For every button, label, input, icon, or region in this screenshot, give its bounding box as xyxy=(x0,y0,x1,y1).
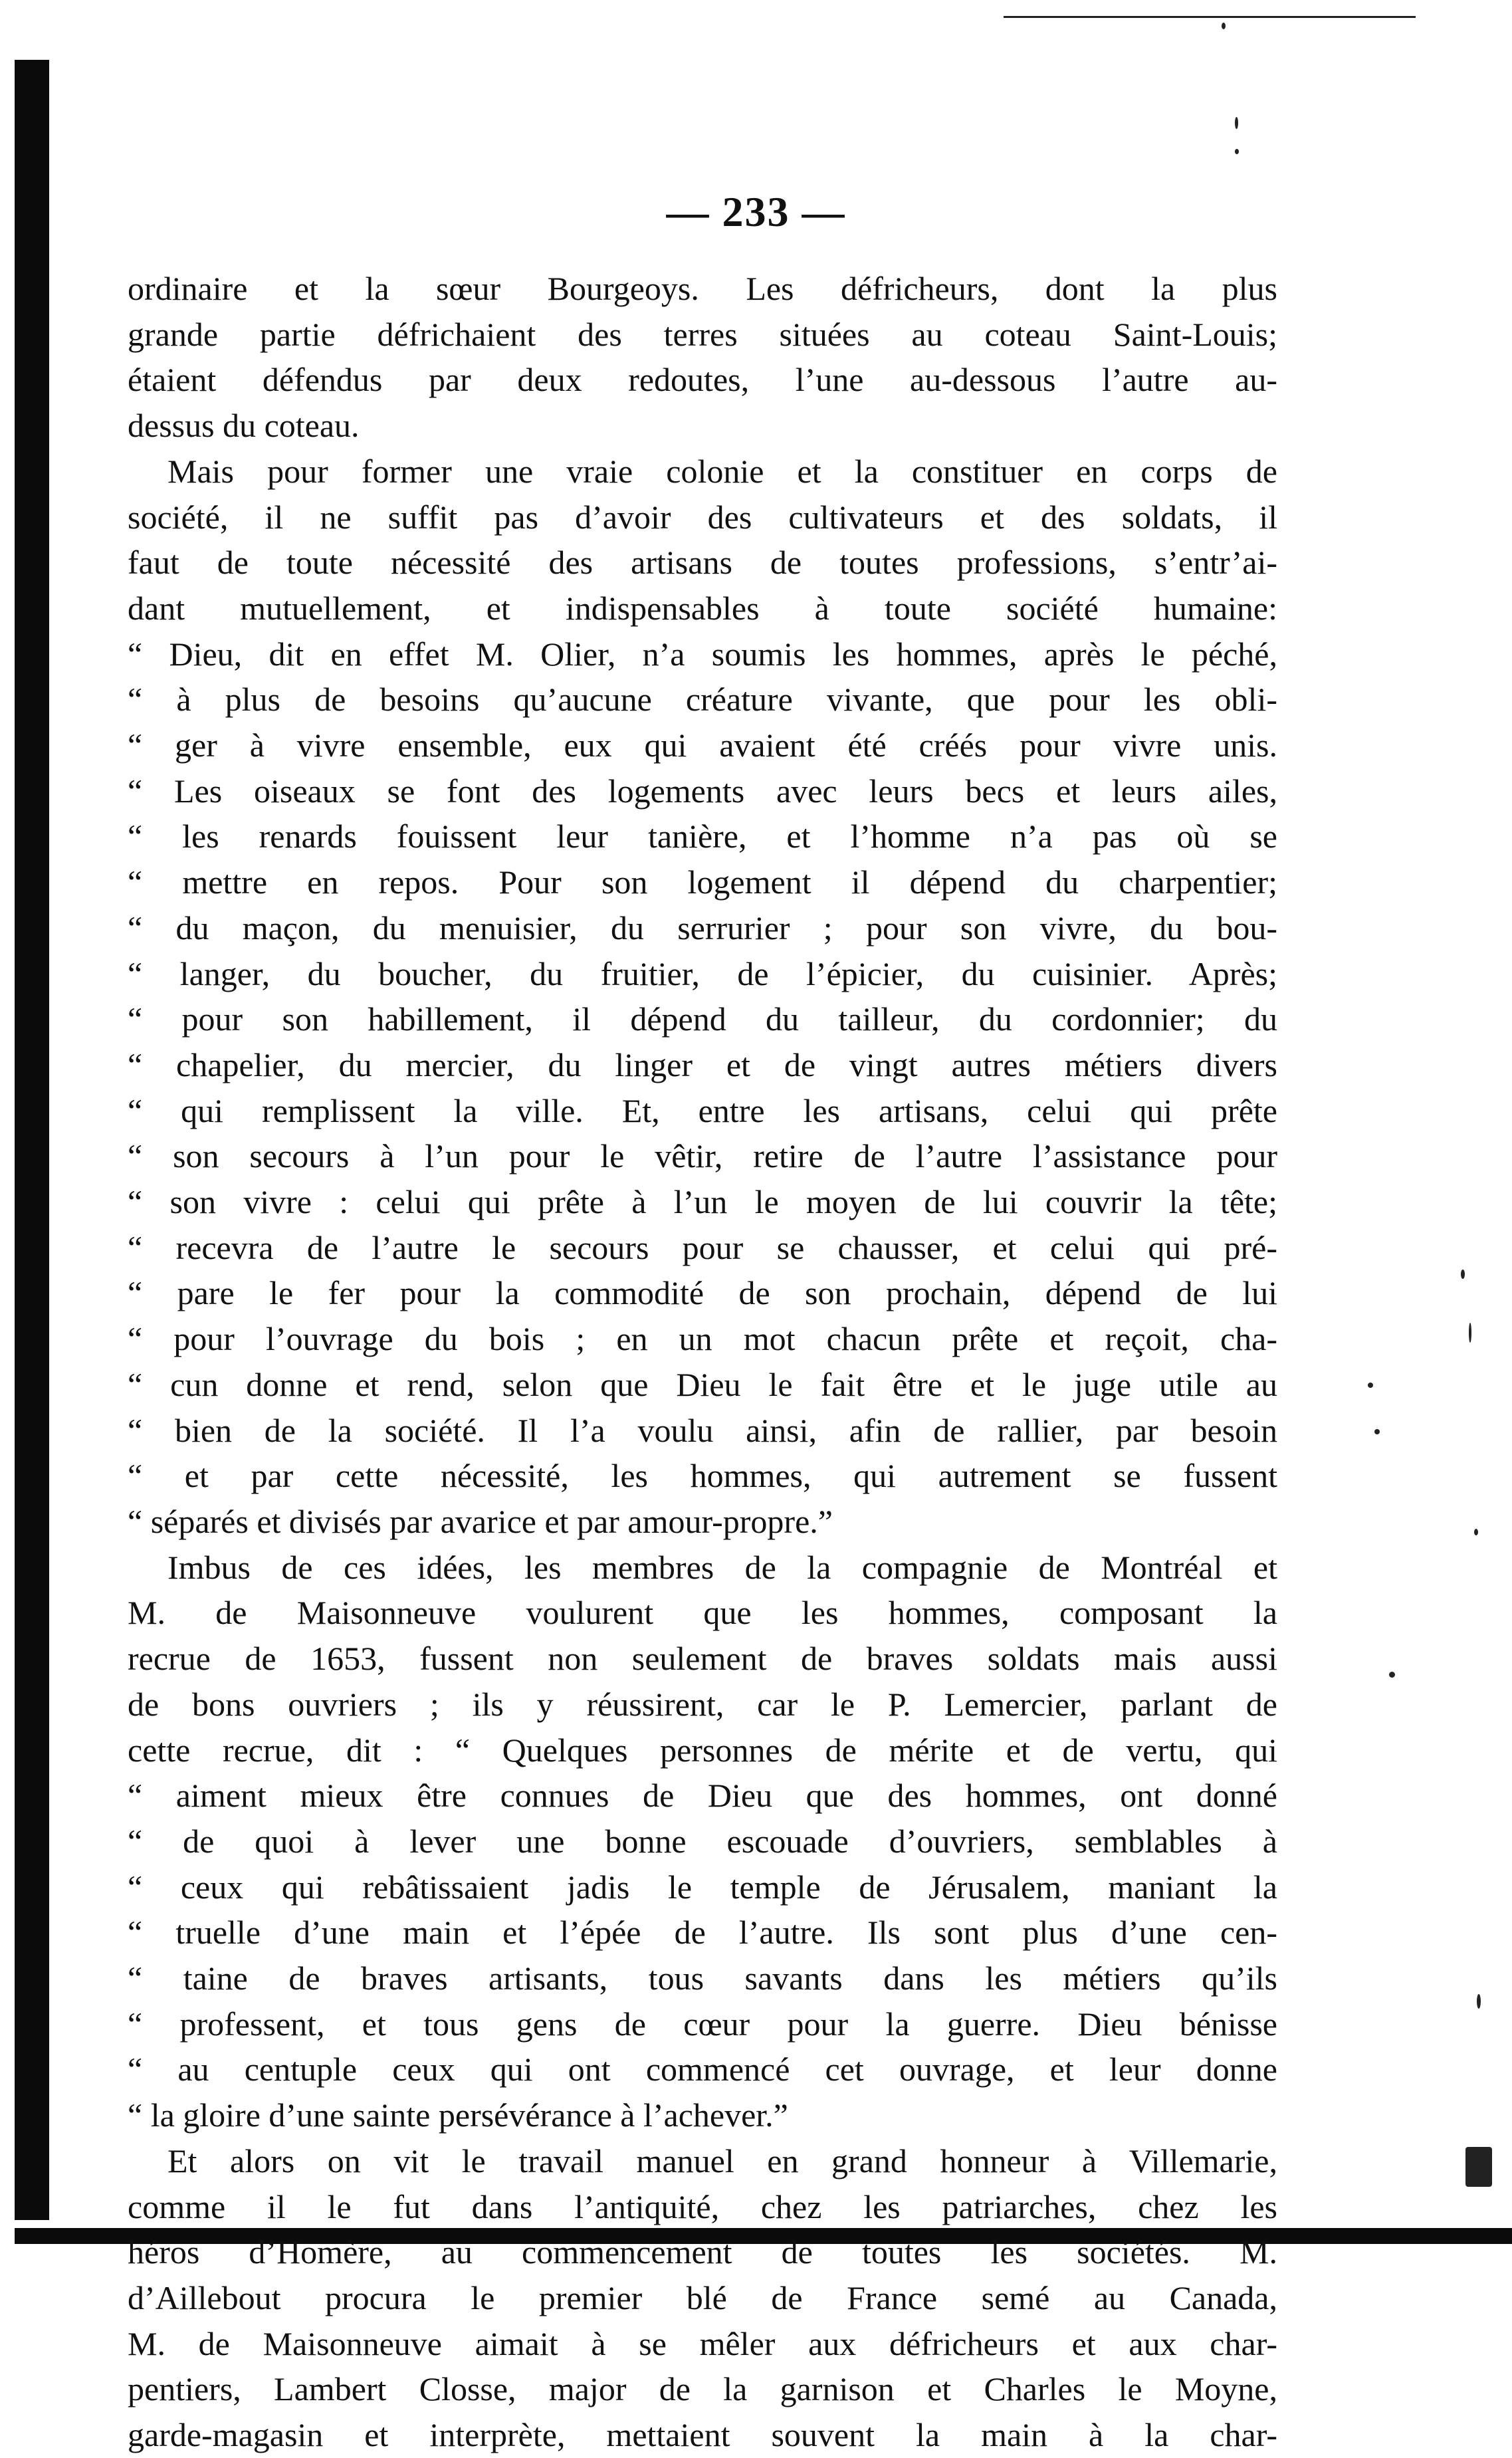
text-line: dant mutuellement, et indispensables à toute société humaine: xyxy=(128,589,1277,627)
text-line: “ pour son habillement, il dépend du tailleur, du cordonnier; du xyxy=(128,1000,1277,1038)
text-line: “ langer, du boucher, du fruitier, de l’épicier, du cuisinier. Après; xyxy=(128,954,1277,992)
text-line: garde-magasin et interprète, mettaient souvent la main à la char- xyxy=(128,2416,1277,2454)
text-line: “ ger à vivre ensemble, eux qui avaient été créés pour vivre unis. xyxy=(128,726,1277,764)
text-line: “ bien de la société. Il l’a voulu ainsi, afin de rallier, par besoin xyxy=(128,1411,1277,1449)
text-line: Mais pour former une vraie colonie et la constituer en corps de xyxy=(167,452,1277,490)
text-line: “ la gloire d’une sainte persévérance à l’achever.” xyxy=(128,2096,788,2134)
scan-speck xyxy=(1368,1383,1373,1388)
scan-smudge xyxy=(1465,2147,1492,2187)
text-line: “ taine de braves artisants, tous savants dans les métiers qu’ils xyxy=(128,1959,1277,1997)
scan-speck xyxy=(1389,1672,1395,1678)
text-line: “ mettre en repos. Pour son logement il dépend du charpentier; xyxy=(128,863,1277,901)
text-line: cette recrue, dit : “ Quelques personnes de mérite et de vertu, qui xyxy=(128,1731,1277,1769)
text-line: héros d’Homère, au commencement de toutes les sociétés. M. xyxy=(128,2233,1277,2271)
text-line: “ pare le fer pour la commodité de son prochain, dépend de lui xyxy=(128,1274,1277,1312)
text-line: “ pour l’ouvrage du bois ; en un mot chacun prête et reçoit, cha- xyxy=(128,1320,1277,1358)
text-line: “ au centuple ceux qui ont commencé cet ouvrage, et leur donne xyxy=(128,2051,1277,2088)
text-line: “ séparés et divisés par avarice et par amour-propre.” xyxy=(128,1502,833,1540)
text-line: “ aiment mieux être connues de Dieu que des hommes, ont donné xyxy=(128,1777,1277,1815)
top-rule xyxy=(1004,16,1416,18)
text-line: “ professent, et tous gens de cœur pour la guerre. Dieu bénisse xyxy=(128,2005,1277,2043)
text-line: “ qui remplissent la ville. Et, entre les artisans, celui qui prête xyxy=(128,1091,1277,1129)
text-line: “ truelle d’une main et l’épée de l’autre. Ils sont plus d’une cen- xyxy=(128,1914,1277,1952)
text-line: société, il ne suffit pas d’avoir des cultivateurs et des soldats, il xyxy=(128,498,1277,536)
text-line: “ son vivre : celui qui prête à l’un le moyen de lui couvrir la tête; xyxy=(128,1183,1277,1221)
text-line: “ les renards fouissent leur tanière, et l’homme n’a pas où se xyxy=(128,818,1277,855)
text-line: faut de toute nécessité des artisans de toutes professions, s’entr’ai- xyxy=(128,544,1277,582)
scan-speck xyxy=(1222,23,1226,29)
text-line: M. de Maisonneuve aimait à se mêler aux défricheurs et aux char- xyxy=(128,2324,1277,2362)
text-line: “ ceux qui rebâtissaient jadis le temple de Jérusalem, maniant la xyxy=(128,1868,1277,1906)
text-line: “ recevra de l’autre le secours pour se chausser, et celui qui pré- xyxy=(128,1228,1277,1266)
text-line: “ Les oiseaux se font des logements avec leurs becs et leurs ailes, xyxy=(128,772,1277,810)
text-line: ordinaire et la sœur Bourgeoys. Les défricheurs, dont la plus xyxy=(128,270,1277,307)
body-text xyxy=(128,266,1277,2458)
scan-speck xyxy=(1235,117,1238,129)
scan-speck xyxy=(1469,1323,1471,1343)
text-line: “ à plus de besoins qu’aucune créature vivante, que pour les obli- xyxy=(128,681,1277,719)
text-line: “ son secours à l’un pour le vêtir, retire de l’autre l’assistance pour xyxy=(128,1137,1277,1175)
text-line: pentiers, Lambert Closse, major de la garnison et Charles le Moyne, xyxy=(128,2370,1277,2408)
scan-speck xyxy=(1374,1429,1380,1434)
text-line: “ du maçon, du menuisier, du serrurier ; pour son vivre, du bou- xyxy=(128,909,1277,947)
scan-speck xyxy=(1235,149,1239,154)
text-line: “ cun donne et rend, selon que Dieu le fait être et le juge utile au xyxy=(128,1365,1277,1403)
text-line: comme il le fut dans l’antiquité, chez les patriarches, chez les xyxy=(128,2187,1277,2225)
text-line: “ de quoi à lever une bonne escouade d’ouvriers, semblables à xyxy=(128,1822,1277,1860)
text-line: recrue de 1653, fussent non seulement de braves soldats mais aussi xyxy=(128,1640,1277,1678)
text-line: “ et par cette nécessité, les hommes, qui autrement se fussent xyxy=(128,1457,1277,1495)
text-line: étaient défendus par deux redoutes, l’une au-dessous l’autre au- xyxy=(128,361,1277,399)
page-number: — 233 — xyxy=(666,188,846,235)
text-line: grande partie défrichaient des terres situées au coteau Saint-Louis; xyxy=(128,315,1277,353)
text-line: d’Aillebout procura le premier blé de France semé au Canada, xyxy=(128,2279,1277,2316)
scan-speck xyxy=(1477,1994,1481,2009)
scan-speck xyxy=(1474,1529,1478,1535)
text-line: “ chapelier, du mercier, du linger et de vingt autres métiers divers xyxy=(128,1046,1277,1083)
text-line: M. de Maisonneuve voulurent que les hommes, composant la xyxy=(128,1594,1277,1632)
text-line: de bons ouvriers ; ils y réussirent, car le P. Lemercier, parlant de xyxy=(128,1685,1277,1723)
text-line: dessus du coteau. xyxy=(128,407,360,445)
text-line: Imbus de ces idées, les membres de la compagnie de Montréal et xyxy=(167,1548,1277,1586)
scan-binding-edge xyxy=(15,60,49,2220)
text-line: Et alors on vit le travail manuel en grand honneur à Villemarie, xyxy=(167,2142,1277,2179)
scan-speck xyxy=(1461,1270,1465,1279)
text-line: “ Dieu, dit en effet M. Olier, n’a soumis les hommes, après le péché, xyxy=(128,635,1277,673)
